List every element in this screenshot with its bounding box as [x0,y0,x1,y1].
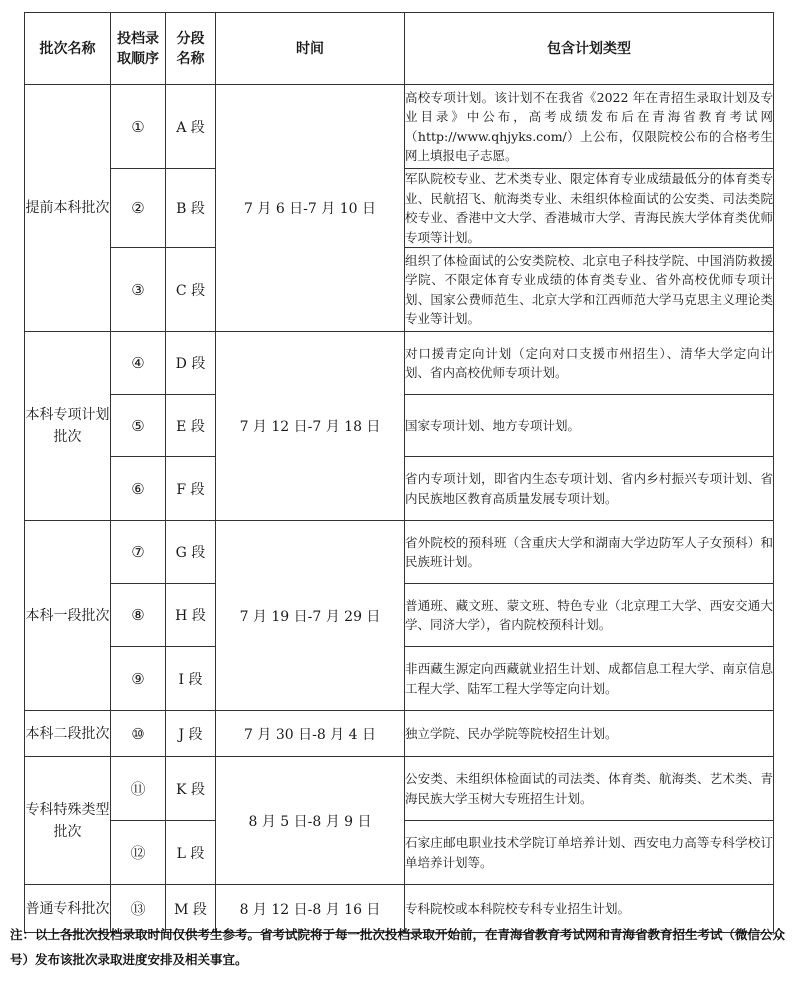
table-row [25,332,774,395]
table-row [25,85,774,169]
segment-cell: F 段 [166,457,216,521]
time-cell: 7 月 30 日-8 月 4 日 [216,711,405,757]
segment-cell: G 段 [166,521,216,584]
segment-cell: C 段 [166,248,216,332]
order-cell: ⑪ [111,757,166,821]
order-cell: ⑧ [111,584,166,647]
header-segment: 分段名称 [166,13,216,85]
segment-cell: I 段 [166,647,216,711]
order-cell: ⑥ [111,457,166,521]
table-row [25,711,774,757]
batch-name-cell: 本科一段批次 [25,521,111,711]
time-cell: 7 月 12 日-7 月 18 日 [216,332,405,521]
order-cell: ⑫ [111,821,166,885]
order-cell: ⑩ [111,711,166,757]
order-cell: ⑤ [111,395,166,457]
segment-cell: A 段 [166,85,216,169]
header-row [25,13,774,85]
segment-cell: M 段 [166,885,216,933]
order-cell: ② [111,169,166,248]
time-cell: 8 月 5 日-8 月 9 日 [216,757,405,885]
plan-cell: 普通班、藏文班、蒙文班、特色专业（北京理工大学、西安交通大学、同济大学），省内院校预科计划。 [405,584,774,647]
header-time: 时间 [216,13,405,85]
plan-cell: 高校专项计划。该计划不在我省《2022 年在青招生录取计划及专业目录》中公布，高考成绩发布后在青海省教育考试网（http://www.qhjyks.com/）上公布，仅限院校公布的合格考生网上填报电子志愿。 [405,85,774,169]
order-cell: ⑦ [111,521,166,584]
batch-name-cell: 本科二段批次 [25,711,111,757]
order-cell: ④ [111,332,166,395]
batch-name-cell: 普通专科批次 [25,885,111,933]
header-order: 投档录取顺序 [111,13,166,85]
order-cell: ① [111,85,166,169]
segment-cell: L 段 [166,821,216,885]
plan-cell: 军队院校专业、艺术类专业、限定体育专业成绩最低分的体育类专业、民航招飞、航海类专业、未组织体检面试的公安类、司法类院校专业、香港中文大学、香港城市大学、青海民族大学体育类优师专项等计划。 [405,169,774,248]
header-plans: 包含计划类型 [405,13,774,85]
batch-name-cell: 提前本科批次 [25,85,111,332]
plan-cell: 组织了体检面试的公安类院校、北京电子科技学院、中国消防救援学院、不限定体育专业成绩的体育类专业、省外高校优师专项计划、国家公费师范生、北京大学和江西师范大学马克思主义理论类专业等计划。 [405,248,774,332]
batch-name-cell: 本科专项计划批次 [25,332,111,521]
header-batch-name: 批次名称 [25,13,111,85]
table-row [25,521,774,584]
admission-schedule-table [24,12,774,933]
segment-cell: K 段 [166,757,216,821]
table-row [25,757,774,821]
segment-cell: D 段 [166,332,216,395]
plan-cell: 对口援青定向计划（定向对口支援市州招生）、清华大学定向计划、省内高校优师专项计划。 [405,332,774,395]
time-cell: 7 月 6 日-7 月 10 日 [216,85,405,332]
plan-cell: 石家庄邮电职业技术学院订单培养计划、西安电力高等专科学校订单培养计划等。 [405,821,774,885]
segment-cell: B 段 [166,169,216,248]
segment-cell: J 段 [166,711,216,757]
plan-cell: 独立学院、民办学院等院校招生计划。 [405,711,774,757]
time-cell: 7 月 19 日-7 月 29 日 [216,521,405,711]
time-cell: 8 月 12 日-8 月 16 日 [216,885,405,933]
batch-name-cell: 专科特殊类型批次 [25,757,111,885]
plan-cell: 省内专项计划，即省内生态专项计划、省内乡村振兴专项计划、省内民族地区教育高质量发展专项计划。 [405,457,774,521]
plan-cell: 省外院校的预科班（含重庆大学和湖南大学边防军人子女预科）和民族班计划。 [405,521,774,584]
plan-cell: 非西藏生源定向西藏就业招生计划、成都信息工程大学、南京信息工程大学、陆军工程大学等定向计划。 [405,647,774,711]
plan-cell: 公安类、未组织体检面试的司法类、体育类、航海类、艺术类、青海民族大学玉树大专班招生计划。 [405,757,774,821]
order-cell: ⑬ [111,885,166,933]
segment-cell: E 段 [166,395,216,457]
order-cell: ③ [111,248,166,332]
footnote: 注：以上各批次投档录取时间仅供考生参考。省考试院将于每一批次投档录取开始前，在青海省教育考试网和青海省教育招生考试（微信公众号）发布该批次录取进度安排及相关事宜。 [10,927,786,967]
order-cell: ⑨ [111,647,166,711]
plan-cell: 专科院校或本科院校专科专业招生计划。 [405,885,774,933]
segment-cell: H 段 [166,584,216,647]
plan-cell: 国家专项计划、地方专项计划。 [405,395,774,457]
